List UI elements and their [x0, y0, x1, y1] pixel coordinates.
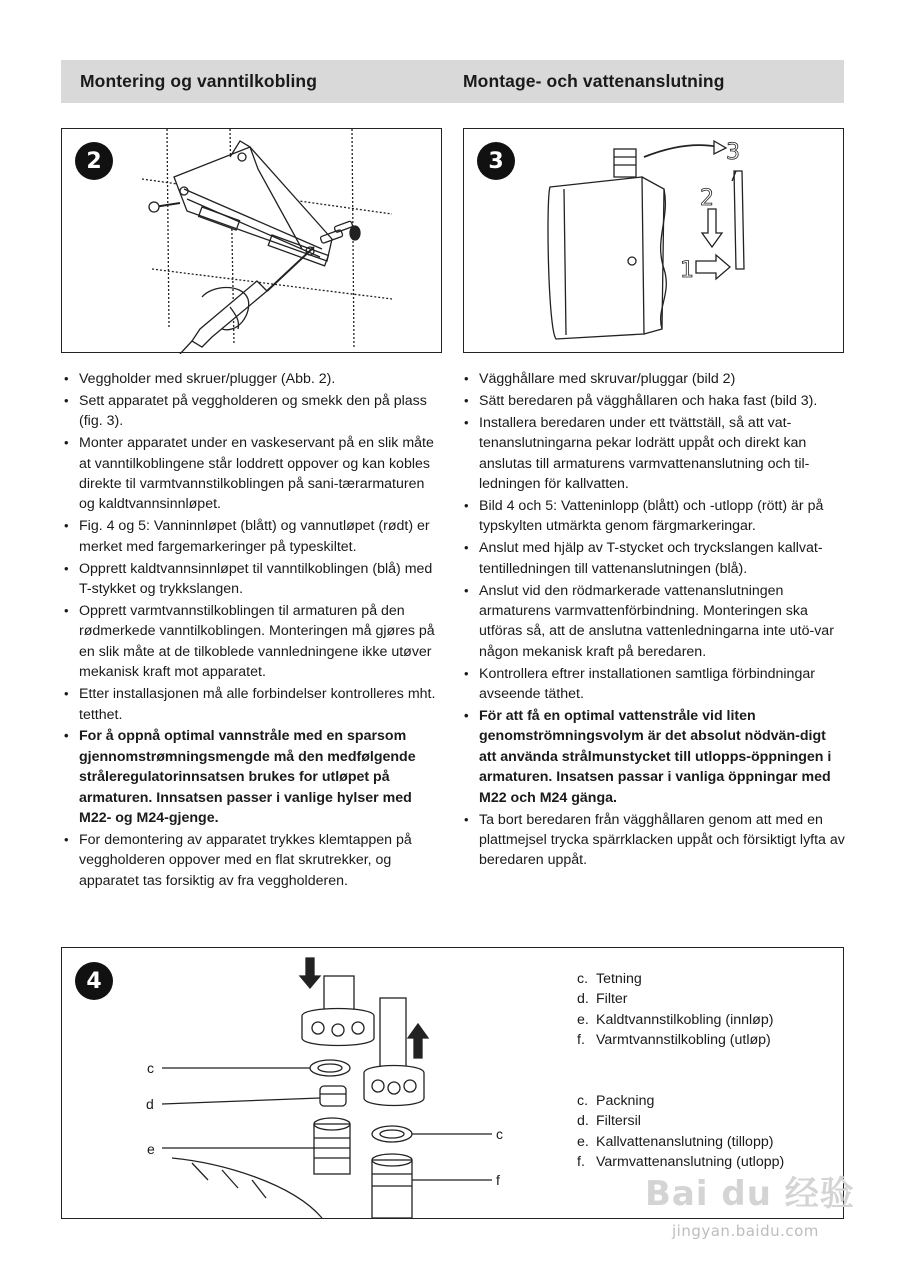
bullet-item: • Bild 4 och 5: Vatteninlopp (blått) och -utlopp (rött) är på typskylten utmärkta genom färgmarkeringar. [463, 496, 845, 537]
legend-norwegian [577, 969, 773, 1050]
section-title-swedish: Montage- och vattenanslutning [463, 71, 725, 91]
legend-item [577, 1091, 784, 1111]
watermark-logo: Bai du 经验 [645, 1174, 855, 1214]
bullet-item: • Kontrollera eftrer installationen samtliga förbindningar avseende täthet. [463, 664, 845, 705]
bullet-item: • Installera beredaren under ett tvättställ, så att vat-tenanslutningarna pekar lodrätt uppåt och direkt kan anslutas till armaturens varmvattenanslutning och til-ledningen för kallvatten. [463, 413, 845, 495]
bullet-item: • Etter installasjonen må alle forbindelser kontrolleres mht. tetthet. [63, 684, 443, 725]
bullet-item: • For demontering av apparatet trykkes klemtappen på veggholderen oppover med en flat skrutrekker, og apparatet tas forsiktig av fra veggholderen. [63, 830, 443, 891]
legend-item [577, 969, 773, 989]
bullet-item: • Opprett kaldtvannsinnløpet til vanntilkoblingen (blå) med T-stykket og trykkslangen. [63, 559, 443, 600]
callout-e-left: e [147, 1141, 155, 1157]
callout-c-right: c [496, 1126, 503, 1142]
step-label-1: 1 [680, 258, 694, 283]
watermark-url: jingyan.baidu.com [672, 1222, 819, 1240]
bullet-item: • För att få en optimal vattenstråle vid liten genomströmningsvolym är det absolut nödvän-digt att använda strålmunstycket till utlopps-öppningen i armaturen. Insatsen passar i vanliga öppningar med M22 och M24 gänga. [463, 706, 845, 808]
bullet-item: • For å oppnå optimal vannstråle med en sparsom gjennomstrømningsmengde må den medfølgende stråleregulatorinnsatsen brukes for utløpet på armaturen. Innsatsen passer i vanlige hylser med M22- og M24-gjenge. [63, 726, 443, 828]
legend-letter: c. [577, 1093, 589, 1109]
legend-letter: c. [577, 971, 589, 987]
figure-number-badge: 2 [75, 142, 113, 180]
legend-text: Filter [596, 991, 628, 1008]
legend-text: Kallvattenanslutning (tillopp) [596, 1133, 774, 1150]
legend-text: Packning [596, 1093, 655, 1109]
figure-number-badge: 3 [477, 142, 515, 180]
step-label-2: 2 [700, 186, 714, 211]
callout-d-left: d [146, 1096, 154, 1112]
bullet-item: • Monter apparatet under en vaskeservant på en slik måte at vanntilkoblingene står loddrett oppover og kan kobles direkte til varmtvannstilkoblingen på sani-tærarmaturen og kaldtvannsinnløpet. [63, 433, 443, 515]
legend-text: Kaldtvannstilkobling (innløp) [596, 1011, 774, 1028]
figure-3-hang-device [463, 128, 844, 353]
legend-item [577, 1010, 773, 1030]
legend-text: Tetning [596, 971, 642, 987]
legend-text: Varmvattenanslutning (utlopp) [596, 1153, 785, 1170]
legend-letter: f. [577, 1153, 585, 1170]
instructions-norwegian [63, 369, 443, 893]
bullet-item: • Veggholder med skruer/plugger (Abb. 2). [63, 369, 443, 389]
legend-item [577, 1030, 773, 1050]
bullet-item: • Sätt beredaren på vägghållaren och haka fast (bild 3). [463, 391, 845, 411]
figure-2-wall-bracket [61, 128, 442, 353]
figure-number-badge: 4 [75, 962, 113, 1000]
legend-item [577, 989, 773, 1009]
hang-device-illustration [464, 129, 845, 354]
legend-letter: d. [577, 991, 589, 1008]
bullet-item: • Vägghållare med skruvar/pluggar (bild 2) [463, 369, 845, 389]
legend-text: Filtersil [596, 1113, 641, 1130]
legend-letter: d. [577, 1113, 589, 1130]
section-title-norwegian: Montering og vanntilkobling [80, 71, 317, 91]
bullet-item: • Fig. 4 og 5: Vanninnløpet (blått) og vannutløpet (rødt) er merket med fargemarkeringer på typeskiltet. [63, 516, 443, 557]
bullet-item: • Sett apparatet på veggholderen og smekk den på plass (fig. 3). [63, 391, 443, 432]
callout-c-left: c [147, 1060, 154, 1076]
bullet-item: • Opprett varmtvannstilkoblingen til armaturen på den rødmerkede vanntilkoblingen. Monteringen må gjøres på en slik måte at de tilkoblede vannledningene ikke utøver mekanisk kraft mot apparatet. [63, 601, 443, 683]
legend-letter: f. [577, 1031, 585, 1048]
bullet-item: • Ta bort beredaren från vägghållaren genom att med en plattmejsel trycka spärrklacken uppåt och försiktigt lyfta av beredaren uppåt. [463, 810, 845, 871]
legend-item [577, 1132, 784, 1152]
bullet-item: • Anslut med hjälp av T-stycket och tryckslangen kallvat-tentilledningen till vattenanslutningen (blå). [463, 538, 845, 579]
bullet-item: • Anslut vid den rödmarkerade vattenanslutningen armaturens varmvattenförbindning. Monteringen ska utföras så, att de anslutna vattenledningarna inte utö-var någon mekanisk kraft på beredaren. [463, 581, 845, 663]
legend-letter: e. [577, 1133, 589, 1150]
legend-text: Varmtvannstilkobling (utløp) [596, 1031, 771, 1048]
wall-bracket-illustration [62, 129, 443, 354]
legend-item [577, 1111, 784, 1131]
legend-swedish [577, 1091, 784, 1172]
instructions-swedish [463, 369, 845, 872]
callout-f-right: f [496, 1172, 500, 1188]
legend-item [577, 1152, 784, 1172]
step-label-3: 3 [726, 140, 740, 165]
legend-letter: e. [577, 1011, 589, 1028]
